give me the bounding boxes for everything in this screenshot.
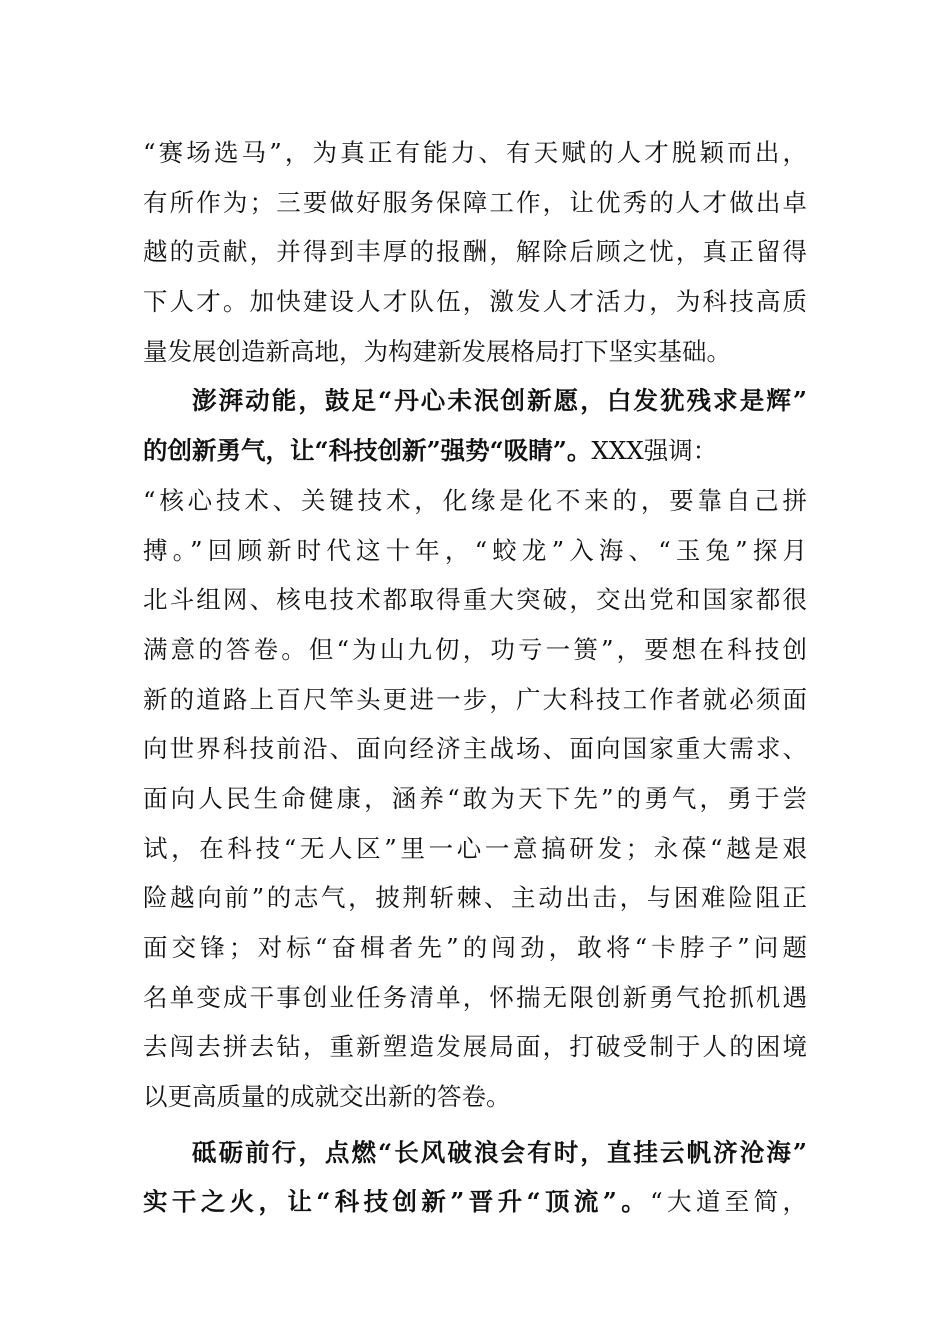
paragraph-line: 名单变成干事创业任务清单，怀揣无限创新勇气抢抓机遇 xyxy=(143,982,807,1012)
section-heading-tail: 的创新勇气，让“科技创新”强势“吸睛”。 xyxy=(143,436,592,466)
paragraph-line: 量发展创造新高地，为构建新发展格局打下坚实基础。 xyxy=(143,336,731,366)
paragraph-fragment: XXX强调： xyxy=(591,436,718,466)
paragraph-line: 险越向前”的志气，披荆斩棘、主动出击，与困难险阻正 xyxy=(143,883,807,913)
paragraph-line: 面向人民生命健康，涵养“敢为天下先”的勇气，勇于尝 xyxy=(143,783,807,813)
paragraph-fragment: “大道至简， xyxy=(650,1187,807,1217)
mixed-line xyxy=(143,426,807,476)
paragraph-line: 越的贡献，并得到丰厚的报酬，解除后顾之忧，真正留得 xyxy=(143,237,807,267)
section-heading-line: 澎湃动能，鼓足“丹心未泯创新愿，白发犹残求是辉” xyxy=(192,386,807,416)
paragraph-line: 去闯去拼去钻，重新塑造发展局面，打破受制于人的困境 xyxy=(143,1032,807,1062)
paragraph-line: “核心技术、关键技术，化缘是化不来的，要靠自己拼 xyxy=(143,485,807,515)
section-heading-line: 砥砺前行，点燃“长风破浪会有时，直挂云帆济沧海” xyxy=(192,1137,807,1167)
paragraph-line: 搏。”回顾新时代这十年，“蛟龙”入海、“玉兔”探月 xyxy=(143,535,807,565)
paragraph-line: 新的道路上百尺竿头更进一步，广大科技工作者就必须面 xyxy=(143,684,807,714)
section-heading-tail: 实干之火，让“科技创新”晋升“顶流”。 xyxy=(143,1187,651,1217)
paragraph-line: 下人才。加快建设人才队伍，激发人才活力，为科技高质 xyxy=(143,287,807,317)
paragraph-line: 有所作为；三要做好服务保障工作，让优秀的人才做出卓 xyxy=(143,187,807,217)
paragraph-line: 向世界科技前沿、面向经济主战场、面向国家重大需求、 xyxy=(143,734,807,764)
paragraph-line: 试，在科技“无人区”里一心一意搞研发；永葆“越是艰 xyxy=(143,833,807,863)
paragraph-line: 北斗组网、核电技术都取得重大突破，交出党和国家都很 xyxy=(143,585,807,615)
paragraph-line: 以更高质量的成就交出新的答卷。 xyxy=(143,1082,511,1112)
paragraph-line: 面交锋；对标“奋楫者先”的闯劲，敢将“卡脖子”问题 xyxy=(143,933,807,962)
paragraph-line: 满意的答卷。但“为山九仞，功亏一篑”，要想在科技创 xyxy=(143,634,807,664)
document-body xyxy=(143,128,807,1227)
paragraph-line: “赛场选马”，为真正有能力、有天赋的人才脱颖而出， xyxy=(143,138,807,167)
mixed-line xyxy=(143,1177,807,1227)
